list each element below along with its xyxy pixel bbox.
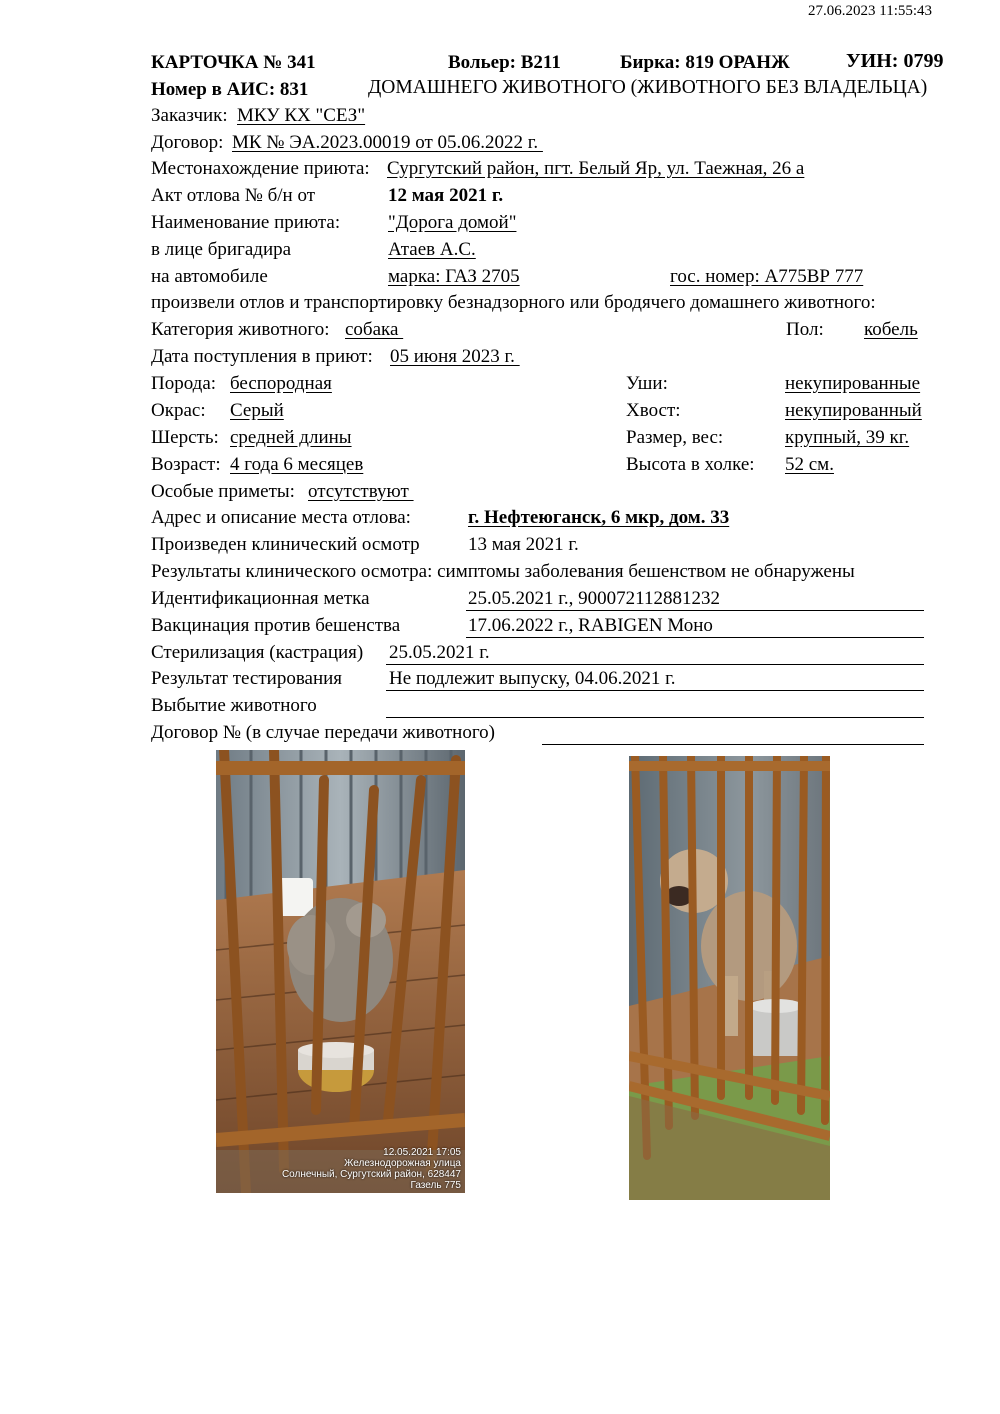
dog-photo-1 bbox=[216, 750, 465, 1193]
test-label: Результат тестирования bbox=[151, 668, 343, 689]
exam-result: Результаты клинического осмотра: симптомы заболевания бешенством не обнаружены bbox=[151, 561, 855, 582]
customer-label: Заказчик: bbox=[151, 105, 228, 126]
act-date: 12 мая 2021 г. bbox=[388, 185, 504, 206]
leave-label: Выбытие животного bbox=[151, 695, 317, 716]
sterilization-value: 25.05.2021 г. bbox=[389, 642, 490, 663]
color-label: Окрас: bbox=[151, 400, 206, 421]
photo-1-caption bbox=[282, 1147, 461, 1191]
foreman-label: в лице бригадира bbox=[151, 239, 292, 260]
vaccine-line bbox=[466, 637, 924, 638]
vaccine-value: 17.06.2022 г., RABIGEN Моно bbox=[468, 615, 713, 636]
contract-label: Договор: bbox=[151, 132, 224, 153]
exam-date: 13 мая 2021 г. bbox=[468, 534, 579, 555]
category-label: Категория животного: bbox=[151, 319, 330, 340]
test-value: Не подлежит выпуску, 04.06.2021 г. bbox=[389, 668, 676, 689]
tail-label: Хвост: bbox=[626, 400, 681, 421]
document-title: ДОМАШНЕГО ЖИВОТНОГО (ЖИВОТНОГО БЕЗ ВЛАДЕЛЬЦА) bbox=[368, 77, 928, 98]
tail-value: некупированный bbox=[785, 400, 922, 421]
transfer-label: Договор № (в случае передачи животного) bbox=[151, 722, 495, 743]
id-tag-value: 25.05.2021 г., 900072112881232 bbox=[468, 588, 720, 609]
capture-address-value: г. Нефтеюганск, 6 мкр, дом. 33 bbox=[468, 507, 730, 528]
photo-caption-locality: Солнечный, Сургутский район, 628447 bbox=[281, 1169, 461, 1180]
exam-label: Произведен клинический осмотр bbox=[151, 534, 420, 555]
leave-line bbox=[386, 717, 924, 718]
age-label: Возраст: bbox=[151, 454, 221, 475]
capture-address-label: Адрес и описание места отлова: bbox=[151, 507, 411, 528]
location-label: Местонахождение приюта: bbox=[151, 158, 370, 179]
photo-caption-vehicle: Газель 775 bbox=[410, 1180, 461, 1191]
sex-label: Пол: bbox=[786, 319, 824, 340]
arrival-date: 05 июня 2023 г. bbox=[390, 346, 520, 367]
tag-number: Бирка: 819 ОРАНЖ bbox=[620, 52, 790, 73]
cage-photo-2-image bbox=[629, 756, 830, 1200]
location-value: Сургутский район, пгт. Белый Яр, ул. Таежная, 26 а bbox=[387, 158, 805, 179]
ears-label: Уши: bbox=[626, 373, 668, 394]
coat-value: средней длины bbox=[230, 427, 352, 448]
height-value: 52 см. bbox=[785, 454, 834, 475]
id-tag-label: Идентификационная метка bbox=[151, 588, 370, 609]
cage-photo-1-image bbox=[216, 750, 465, 1193]
marks-value: отсутствуют bbox=[308, 481, 414, 502]
test-line bbox=[386, 690, 924, 691]
contract-value: МК № ЭА.2023.00019 от 05.06.2022 г. bbox=[232, 132, 543, 153]
statement: произвели отлов и транспортировку безнадзорного или бродячего домашнего животного: bbox=[151, 292, 876, 313]
ears-value: некупированные bbox=[785, 373, 921, 394]
act-label: Акт отлова № б/н от bbox=[151, 185, 316, 206]
enclosure-number: Вольер: В211 bbox=[448, 52, 561, 73]
marks-label: Особые приметы: bbox=[151, 481, 295, 502]
vehicle-brand: марка: ГАЗ 2705 bbox=[388, 266, 520, 287]
vaccine-label: Вакцинация против бешенства bbox=[151, 615, 401, 636]
breed-value: беспородная bbox=[230, 373, 332, 394]
customer-value: МКУ КХ "СЕЗ" bbox=[237, 105, 366, 126]
category-value: собака bbox=[345, 319, 404, 340]
shelter-name: "Дорога домой" bbox=[388, 212, 517, 233]
age-value: 4 года 6 месяцев bbox=[230, 454, 364, 475]
coat-label: Шерсть: bbox=[151, 427, 219, 448]
dog-photo-2 bbox=[629, 756, 830, 1200]
sterilization-label: Стерилизация (кастрация) bbox=[151, 642, 364, 663]
height-label: Высота в холке: bbox=[626, 454, 755, 475]
ais-number: Номер в АИС: 831 bbox=[151, 79, 309, 100]
print-timestamp: 27.06.2023 11:55:43 bbox=[808, 3, 933, 19]
vehicle-label: на автомобиле bbox=[151, 266, 268, 287]
uin-number: УИН: 0799 bbox=[846, 50, 944, 72]
card-number: КАРТОЧКА № 341 bbox=[151, 52, 316, 73]
size-label: Размер, вес: bbox=[626, 427, 724, 448]
color-value: Серый bbox=[230, 400, 284, 421]
vehicle-plate: гос. номер: А775ВР 777 bbox=[670, 266, 864, 287]
shelter-label: Наименование приюта: bbox=[151, 212, 341, 233]
photo-caption-street: Железнодорожная улица bbox=[344, 1158, 461, 1169]
size-value: крупный, 39 кг. bbox=[785, 427, 910, 448]
breed-label: Порода: bbox=[151, 373, 217, 394]
id-tag-line bbox=[466, 610, 924, 611]
foreman-name: Атаев А.С. bbox=[388, 239, 476, 260]
arrival-label: Дата поступления в приют: bbox=[151, 346, 373, 367]
sex-value: кобель bbox=[864, 319, 918, 340]
sterilization-line bbox=[386, 664, 924, 665]
photo-caption-datetime: 12.05.2021 17:05 bbox=[383, 1147, 461, 1158]
transfer-line bbox=[542, 744, 924, 745]
